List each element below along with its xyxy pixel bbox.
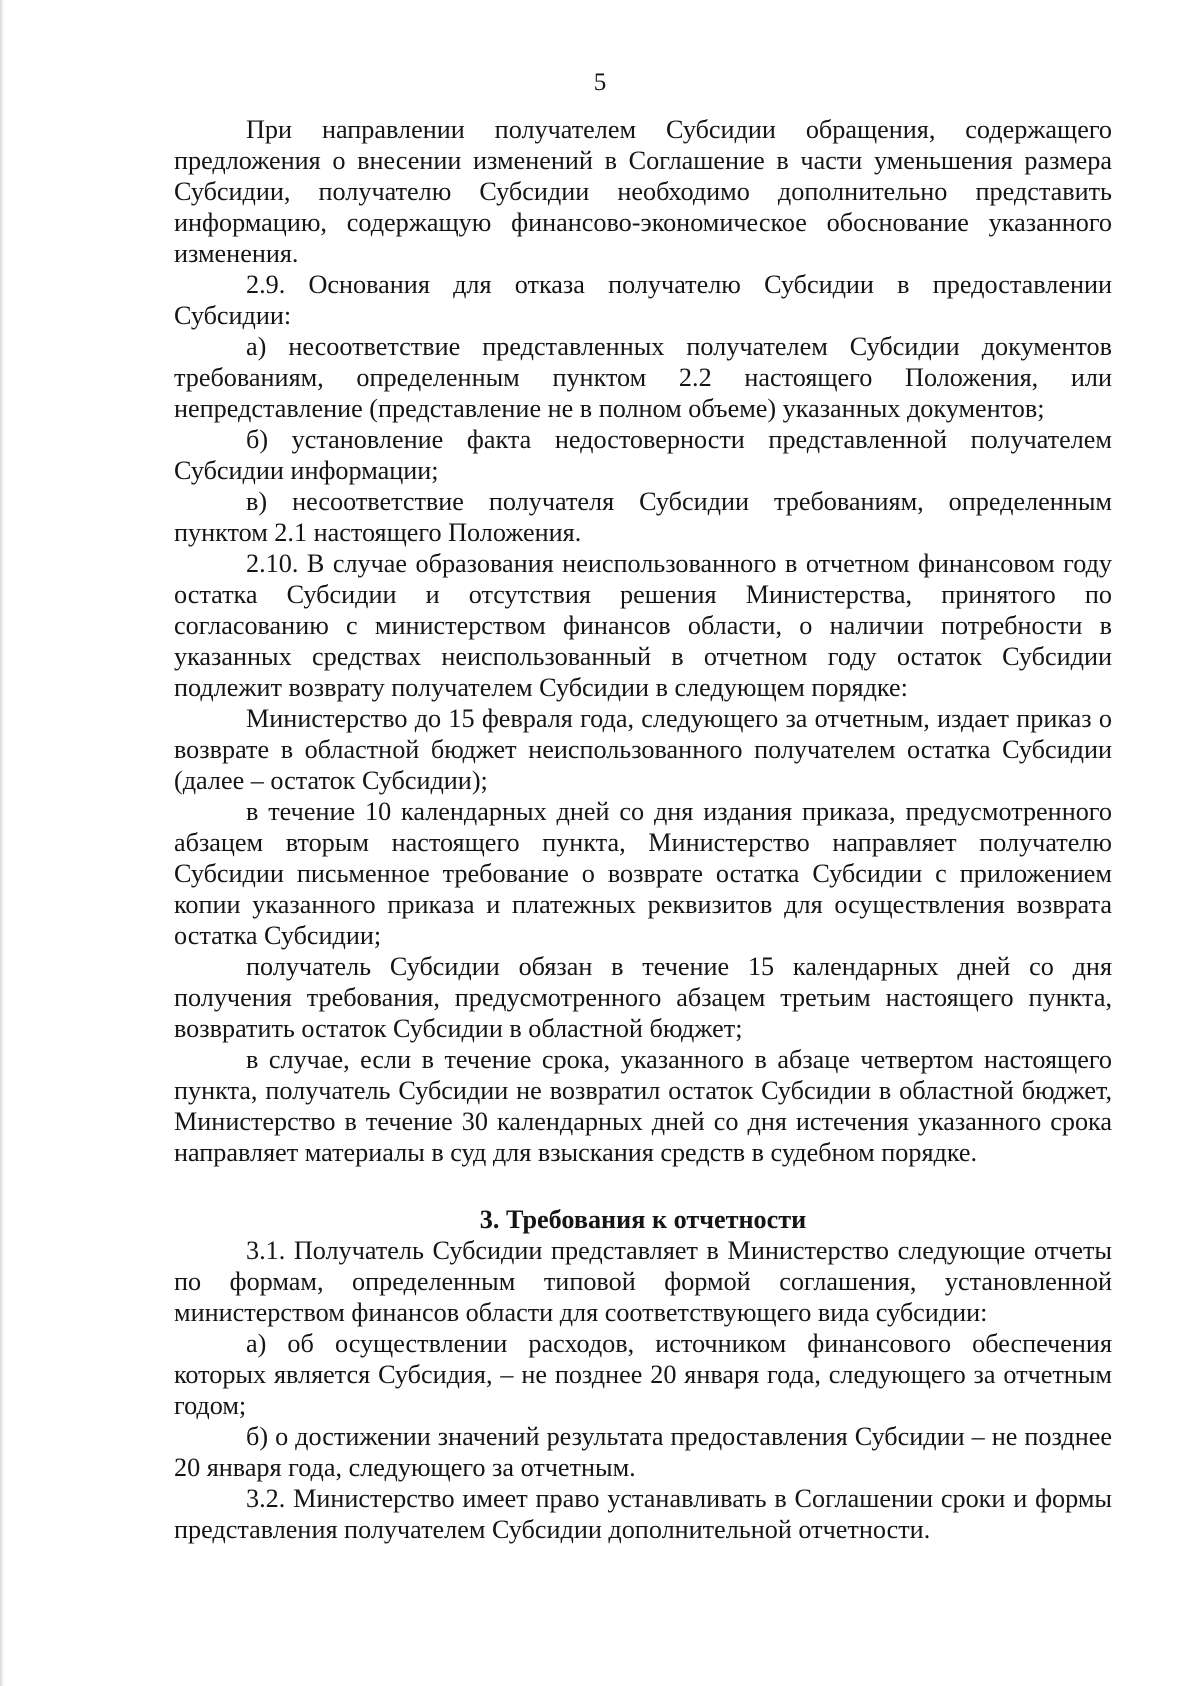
paragraph: в) несоответствие получателя Субсидии требованиям, определенным пунктом 2.1 настоящего Положения. (174, 487, 1112, 547)
paragraph: 3.2. Министерство имеет право устанавливать в Соглашении сроки и формы представления получателем Субсидии дополнительной отчетности. (174, 1484, 1112, 1544)
paragraph: При направлении получателем Субсидии обращения, содержащего предложения о внесении изменений в Соглашение в части уменьшения размера Субсидии, получателю Субсидии необходимо дополнительно представить информацию, содержащую финансово-экономическое обоснование указанного изменения. (174, 115, 1112, 268)
paragraph: 3.1. Получатель Субсидии представляет в Министерство следующие отчеты по формам, определенным типовой формой соглашения, установленной министерством финансов области для соответствующего вида субсидии: (174, 1236, 1112, 1327)
section-heading: 3. Требования к отчетности (479, 1205, 807, 1234)
paragraph: б) о достижении значений результата предоставления Субсидии – не позднее 20 января года, следующего за отчетным. (174, 1422, 1112, 1482)
document-body (174, 114, 1112, 1545)
paragraph: 2.10. В случае образования неиспользованного в отчетном финансовом году остатка Субсидии и отсутствия решения Министерства, принятого по согласованию с министерством финансов области, о наличии потребности в указанных средствах неиспользованный в отчетном году остаток Субсидии подлежит возврату получателем Субсидии в следующем порядке: (174, 549, 1112, 702)
paragraph: Министерство до 15 февраля года, следующего за отчетным, издает приказ о возврате в областной бюджет неиспользованного получателем остатка Субсидии (далее – остаток Субсидии); (174, 704, 1112, 795)
paragraph: 2.9. Основания для отказа получателю Субсидии в предоставлении Субсидии: (174, 270, 1112, 330)
paragraph: а) несоответствие представленных получателем Субсидии документов требованиям, определенным пунктом 2.2 настоящего Положения, или непредставление (представление не в полном объеме) указанных документов; (174, 332, 1112, 423)
paragraph: в случае, если в течение срока, указанного в абзаце четвертом настоящего пункта, получатель Субсидии не возвратил остаток Субсидии в областной бюджет, Министерство в течение 30 календарных дней со дня истечения указанного срока направляет материалы в суд для взыскания средств в судебном порядке. (174, 1045, 1112, 1167)
paragraph: а) об осуществлении расходов, источником финансового обеспечения которых является Субсидия, – не позднее 20 января года, следующего за отчетным годом; (174, 1329, 1112, 1420)
paragraph: б) установление факта недостоверности представленной получателем Субсидии информации; (174, 425, 1112, 485)
paragraph: в течение 10 календарных дней со дня издания приказа, предусмотренного абзацем вторым настоящего пункта, Министерство направляет получателю Субсидии письменное требование о возврате остатка Субсидии с приложением копии указанного приказа и платежных реквизитов для осуществления возврата остатка Субсидии; (174, 797, 1112, 950)
paragraph: получатель Субсидии обязан в течение 15 календарных дней со дня получения требования, предусмотренного абзацем третьим настоящего пункта, возвратить остаток Субсидии в областной бюджет; (174, 952, 1112, 1043)
page-number: 5 (593, 69, 607, 96)
scan-edge (0, 0, 4, 1686)
